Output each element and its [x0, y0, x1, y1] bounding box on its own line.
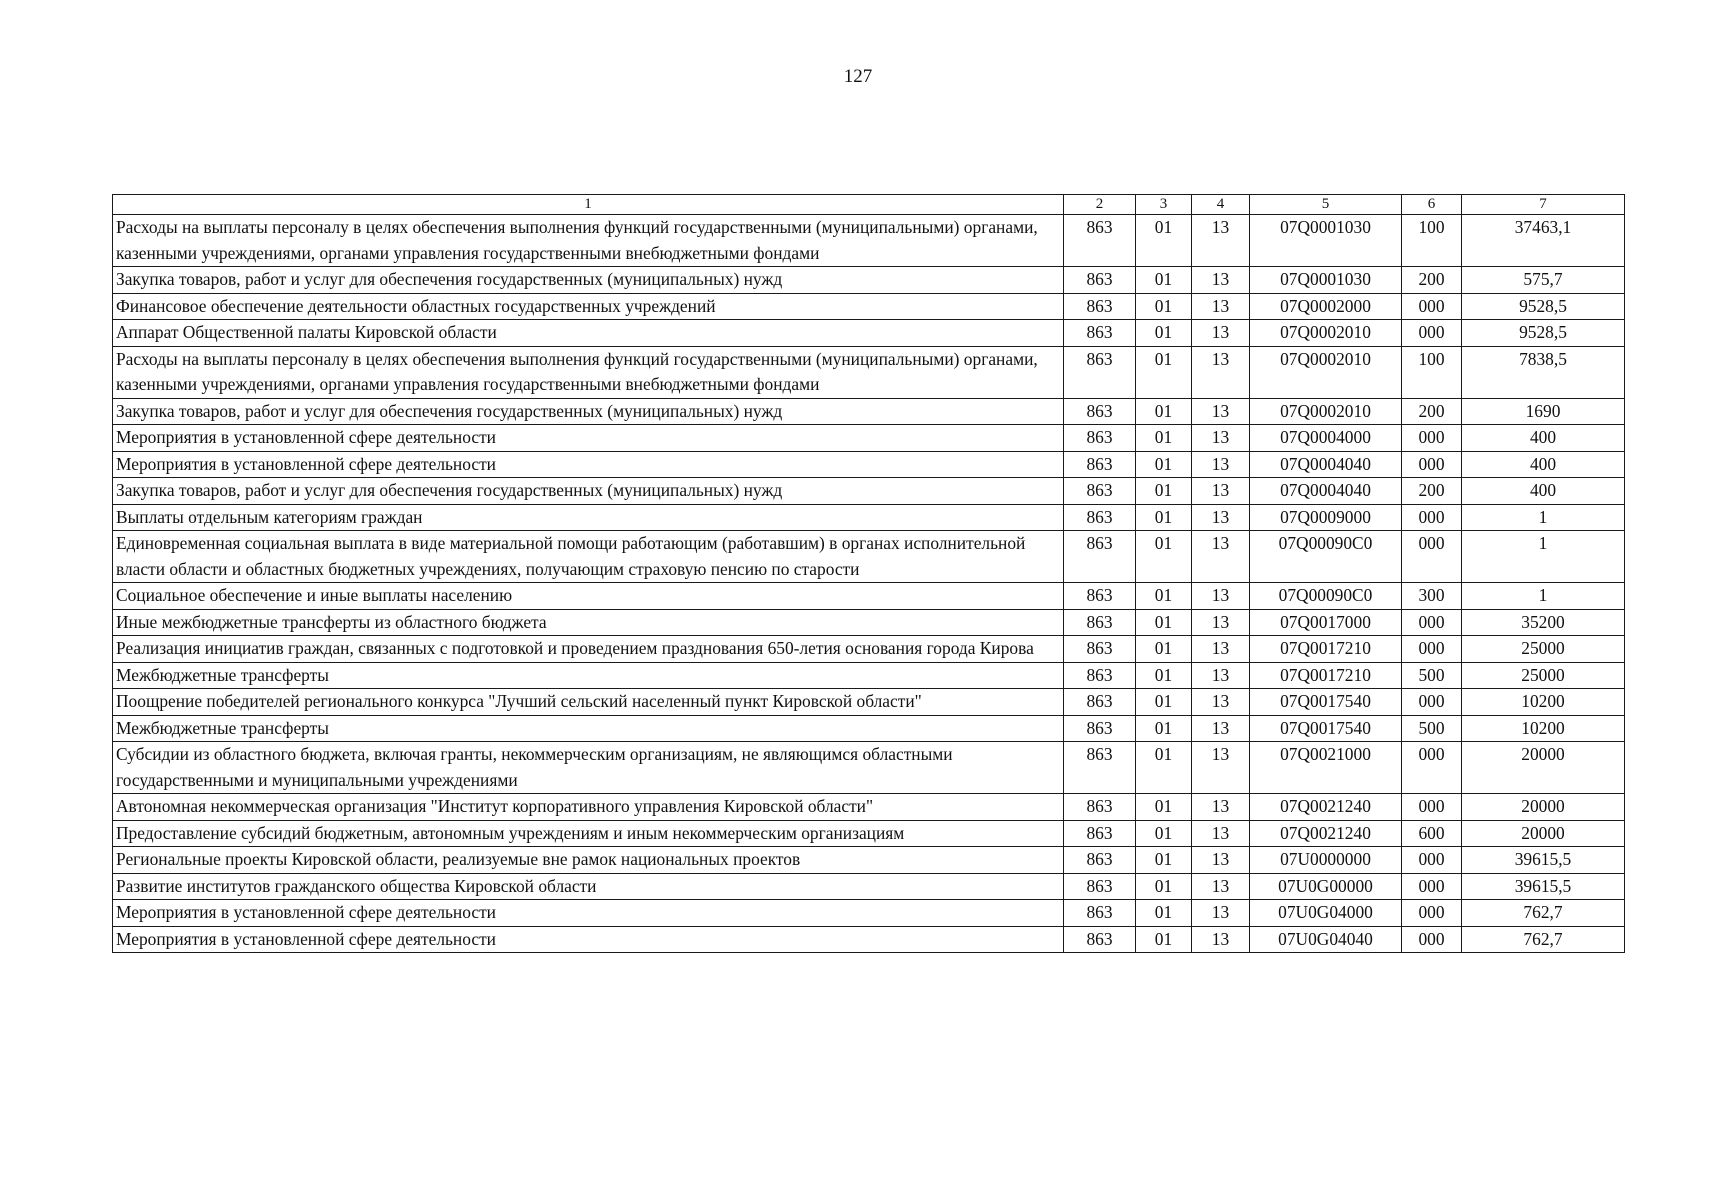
section-cell: 01	[1136, 689, 1192, 716]
grbs-cell: 863	[1064, 451, 1136, 478]
subsection-cell: 13	[1192, 873, 1250, 900]
section-cell: 01	[1136, 215, 1192, 267]
target-article-cell: 07Q0017210	[1250, 662, 1402, 689]
grbs-cell: 863	[1064, 583, 1136, 610]
grbs-cell: 863	[1064, 425, 1136, 452]
subsection-cell: 13	[1192, 900, 1250, 927]
amount-cell: 39615,5	[1462, 847, 1625, 874]
section-cell: 01	[1136, 346, 1192, 398]
subsection-cell: 13	[1192, 425, 1250, 452]
section-cell: 01	[1136, 398, 1192, 425]
amount-cell: 9528,5	[1462, 293, 1625, 320]
amount-cell: 400	[1462, 478, 1625, 505]
grbs-cell: 863	[1064, 398, 1136, 425]
section-cell: 01	[1136, 531, 1192, 583]
grbs-cell: 863	[1064, 346, 1136, 398]
section-cell: 01	[1136, 873, 1192, 900]
table-row	[113, 504, 1625, 531]
target-article-cell: 07Q0004000	[1250, 425, 1402, 452]
expense-type-cell: 000	[1402, 636, 1462, 663]
grbs-cell: 863	[1064, 715, 1136, 742]
subsection-cell: 13	[1192, 662, 1250, 689]
expense-type-cell: 000	[1402, 320, 1462, 347]
amount-cell: 575,7	[1462, 267, 1625, 294]
subsection-cell: 13	[1192, 820, 1250, 847]
table-row	[113, 531, 1625, 583]
expense-type-cell: 200	[1402, 398, 1462, 425]
column-header: 6	[1402, 195, 1462, 215]
subsection-cell: 13	[1192, 847, 1250, 874]
row-name-cell: Реализация инициатив граждан, связанных с подготовкой и проведением празднования 650-летия основания города Кирова	[113, 636, 1064, 663]
row-name-cell: Расходы на выплаты персоналу в целях обеспечения выполнения функций государственными (муниципальными) органами, казенными учреждениями, органами управления государственными внебюджетными фондами	[113, 346, 1064, 398]
amount-cell: 1690	[1462, 398, 1625, 425]
row-name-cell: Мероприятия в установленной сфере деятельности	[113, 451, 1064, 478]
section-cell: 01	[1136, 320, 1192, 347]
table-row	[113, 689, 1625, 716]
grbs-cell: 863	[1064, 847, 1136, 874]
row-name-cell: Межбюджетные трансферты	[113, 715, 1064, 742]
section-cell: 01	[1136, 293, 1192, 320]
expense-type-cell: 000	[1402, 900, 1462, 927]
subsection-cell: 13	[1192, 636, 1250, 663]
section-cell: 01	[1136, 847, 1192, 874]
target-article-cell: 07Q00090C0	[1250, 583, 1402, 610]
amount-cell: 20000	[1462, 794, 1625, 821]
expense-type-cell: 000	[1402, 293, 1462, 320]
expense-type-cell: 300	[1402, 583, 1462, 610]
target-article-cell: 07Q0004040	[1250, 451, 1402, 478]
table-row	[113, 267, 1625, 294]
section-cell: 01	[1136, 820, 1192, 847]
target-article-cell: 07Q0001030	[1250, 215, 1402, 267]
target-article-cell: 07Q0002010	[1250, 320, 1402, 347]
column-header: 2	[1064, 195, 1136, 215]
expense-type-cell: 000	[1402, 794, 1462, 821]
subsection-cell: 13	[1192, 478, 1250, 505]
section-cell: 01	[1136, 583, 1192, 610]
section-cell: 01	[1136, 425, 1192, 452]
grbs-cell: 863	[1064, 926, 1136, 953]
section-cell: 01	[1136, 715, 1192, 742]
row-name-cell: Поощрение победителей регионального конкурса "Лучший сельский населенный пункт Кировской области"	[113, 689, 1064, 716]
row-name-cell: Мероприятия в установленной сфере деятельности	[113, 900, 1064, 927]
target-article-cell: 07Q0017210	[1250, 636, 1402, 663]
row-name-cell: Социальное обеспечение и иные выплаты населению	[113, 583, 1064, 610]
target-article-cell: 07Q0021240	[1250, 820, 1402, 847]
budget-table	[112, 194, 1625, 953]
amount-cell: 20000	[1462, 820, 1625, 847]
table-row	[113, 478, 1625, 505]
section-cell: 01	[1136, 267, 1192, 294]
expense-type-cell: 000	[1402, 847, 1462, 874]
subsection-cell: 13	[1192, 346, 1250, 398]
subsection-cell: 13	[1192, 715, 1250, 742]
table-row	[113, 320, 1625, 347]
amount-cell: 1	[1462, 531, 1625, 583]
expense-type-cell: 000	[1402, 425, 1462, 452]
target-article-cell: 07Q0017000	[1250, 609, 1402, 636]
expense-type-cell: 000	[1402, 504, 1462, 531]
amount-cell: 1	[1462, 504, 1625, 531]
amount-cell: 39615,5	[1462, 873, 1625, 900]
column-header: 1	[113, 195, 1064, 215]
grbs-cell: 863	[1064, 636, 1136, 663]
amount-cell: 762,7	[1462, 900, 1625, 927]
target-article-cell: 07Q0017540	[1250, 715, 1402, 742]
table-row	[113, 662, 1625, 689]
table-row	[113, 346, 1625, 398]
row-name-cell: Расходы на выплаты персоналу в целях обеспечения выполнения функций государственными (муниципальными) органами, казенными учреждениями, органами управления государственными внебюджетными фондами	[113, 215, 1064, 267]
grbs-cell: 863	[1064, 794, 1136, 821]
table-row	[113, 451, 1625, 478]
target-article-cell: 07U0000000	[1250, 847, 1402, 874]
table-row	[113, 847, 1625, 874]
subsection-cell: 13	[1192, 451, 1250, 478]
subsection-cell: 13	[1192, 215, 1250, 267]
table-row	[113, 425, 1625, 452]
expense-type-cell: 500	[1402, 662, 1462, 689]
amount-cell: 7838,5	[1462, 346, 1625, 398]
grbs-cell: 863	[1064, 531, 1136, 583]
expense-type-cell: 000	[1402, 451, 1462, 478]
section-cell: 01	[1136, 478, 1192, 505]
column-header: 3	[1136, 195, 1192, 215]
table-row	[113, 293, 1625, 320]
row-name-cell: Межбюджетные трансферты	[113, 662, 1064, 689]
grbs-cell: 863	[1064, 820, 1136, 847]
section-cell: 01	[1136, 662, 1192, 689]
table-row	[113, 742, 1625, 794]
expense-type-cell: 000	[1402, 873, 1462, 900]
section-cell: 01	[1136, 636, 1192, 663]
column-header: 4	[1192, 195, 1250, 215]
row-name-cell: Автономная некоммерческая организация "Институт корпоративного управления Кировской области"	[113, 794, 1064, 821]
expense-type-cell: 000	[1402, 531, 1462, 583]
expense-type-cell: 000	[1402, 926, 1462, 953]
section-cell: 01	[1136, 900, 1192, 927]
row-name-cell: Закупка товаров, работ и услуг для обеспечения государственных (муниципальных) нужд	[113, 267, 1064, 294]
grbs-cell: 863	[1064, 662, 1136, 689]
table-row	[113, 636, 1625, 663]
table-row	[113, 609, 1625, 636]
row-name-cell: Мероприятия в установленной сфере деятельности	[113, 425, 1064, 452]
row-name-cell: Развитие институтов гражданского общества Кировской области	[113, 873, 1064, 900]
subsection-cell: 13	[1192, 742, 1250, 794]
table-row	[113, 820, 1625, 847]
row-name-cell: Выплаты отдельным категориям граждан	[113, 504, 1064, 531]
subsection-cell: 13	[1192, 293, 1250, 320]
table-row	[113, 794, 1625, 821]
grbs-cell: 863	[1064, 900, 1136, 927]
subsection-cell: 13	[1192, 398, 1250, 425]
row-name-cell: Закупка товаров, работ и услуг для обеспечения государственных (муниципальных) нужд	[113, 478, 1064, 505]
target-article-cell: 07Q00090C0	[1250, 531, 1402, 583]
expense-type-cell: 600	[1402, 820, 1462, 847]
row-name-cell: Иные межбюджетные трансферты из областного бюджета	[113, 609, 1064, 636]
section-cell: 01	[1136, 504, 1192, 531]
expense-type-cell: 100	[1402, 346, 1462, 398]
subsection-cell: 13	[1192, 689, 1250, 716]
table-row	[113, 398, 1625, 425]
amount-cell: 10200	[1462, 689, 1625, 716]
target-article-cell: 07Q0021240	[1250, 794, 1402, 821]
amount-cell: 1	[1462, 583, 1625, 610]
expense-type-cell: 100	[1402, 215, 1462, 267]
row-name-cell: Единовременная социальная выплата в виде материальной помощи работающим (работавшим) в органах исполнительной власти области и областных бюджетных учреждениях, получающим страховую пенсию по старости	[113, 531, 1064, 583]
target-article-cell: 07U0G04040	[1250, 926, 1402, 953]
grbs-cell: 863	[1064, 609, 1136, 636]
amount-cell: 400	[1462, 425, 1625, 452]
grbs-cell: 863	[1064, 742, 1136, 794]
amount-cell: 25000	[1462, 636, 1625, 663]
section-cell: 01	[1136, 794, 1192, 821]
target-article-cell: 07U0G00000	[1250, 873, 1402, 900]
subsection-cell: 13	[1192, 320, 1250, 347]
row-name-cell: Региональные проекты Кировской области, реализуемые вне рамок национальных проектов	[113, 847, 1064, 874]
subsection-cell: 13	[1192, 926, 1250, 953]
subsection-cell: 13	[1192, 609, 1250, 636]
target-article-cell: 07Q0004040	[1250, 478, 1402, 505]
target-article-cell: 07Q0017540	[1250, 689, 1402, 716]
grbs-cell: 863	[1064, 267, 1136, 294]
page-number: 127	[843, 66, 873, 87]
expense-type-cell: 200	[1402, 267, 1462, 294]
target-article-cell: 07Q0002010	[1250, 346, 1402, 398]
amount-cell: 400	[1462, 451, 1625, 478]
amount-cell: 25000	[1462, 662, 1625, 689]
row-name-cell: Предоставление субсидий бюджетным, автономным учреждениям и иным некоммерческим организациям	[113, 820, 1064, 847]
grbs-cell: 863	[1064, 478, 1136, 505]
grbs-cell: 863	[1064, 873, 1136, 900]
target-article-cell: 07Q0002000	[1250, 293, 1402, 320]
subsection-cell: 13	[1192, 583, 1250, 610]
target-article-cell: 07Q0001030	[1250, 267, 1402, 294]
column-header: 7	[1462, 195, 1625, 215]
subsection-cell: 13	[1192, 504, 1250, 531]
grbs-cell: 863	[1064, 689, 1136, 716]
amount-cell: 762,7	[1462, 926, 1625, 953]
amount-cell: 10200	[1462, 715, 1625, 742]
expense-type-cell: 000	[1402, 689, 1462, 716]
section-cell: 01	[1136, 742, 1192, 794]
section-cell: 01	[1136, 926, 1192, 953]
row-name-cell: Закупка товаров, работ и услуг для обеспечения государственных (муниципальных) нужд	[113, 398, 1064, 425]
table-header-row	[113, 195, 1625, 215]
section-cell: 01	[1136, 451, 1192, 478]
amount-cell: 35200	[1462, 609, 1625, 636]
table-row	[113, 926, 1625, 953]
table-row	[113, 900, 1625, 927]
target-article-cell: 07Q0009000	[1250, 504, 1402, 531]
expense-type-cell: 500	[1402, 715, 1462, 742]
row-name-cell: Субсидии из областного бюджета, включая гранты, некоммерческим организациям, не являющимся областными государственными и муниципальными учреждениями	[113, 742, 1064, 794]
expense-type-cell: 200	[1402, 478, 1462, 505]
grbs-cell: 863	[1064, 504, 1136, 531]
subsection-cell: 13	[1192, 794, 1250, 821]
amount-cell: 9528,5	[1462, 320, 1625, 347]
target-article-cell: 07Q0021000	[1250, 742, 1402, 794]
amount-cell: 37463,1	[1462, 215, 1625, 267]
amount-cell: 20000	[1462, 742, 1625, 794]
expense-type-cell: 000	[1402, 742, 1462, 794]
table-row	[113, 715, 1625, 742]
expense-type-cell: 000	[1402, 609, 1462, 636]
table-row	[113, 873, 1625, 900]
grbs-cell: 863	[1064, 320, 1136, 347]
target-article-cell: 07Q0002010	[1250, 398, 1402, 425]
grbs-cell: 863	[1064, 215, 1136, 267]
target-article-cell: 07U0G04000	[1250, 900, 1402, 927]
row-name-cell: Финансовое обеспечение деятельности областных государственных учреждений	[113, 293, 1064, 320]
column-header: 5	[1250, 195, 1402, 215]
grbs-cell: 863	[1064, 293, 1136, 320]
row-name-cell: Аппарат Общественной палаты Кировской области	[113, 320, 1064, 347]
row-name-cell: Мероприятия в установленной сфере деятельности	[113, 926, 1064, 953]
subsection-cell: 13	[1192, 531, 1250, 583]
table-row	[113, 215, 1625, 267]
subsection-cell: 13	[1192, 267, 1250, 294]
table-row	[113, 583, 1625, 610]
section-cell: 01	[1136, 609, 1192, 636]
